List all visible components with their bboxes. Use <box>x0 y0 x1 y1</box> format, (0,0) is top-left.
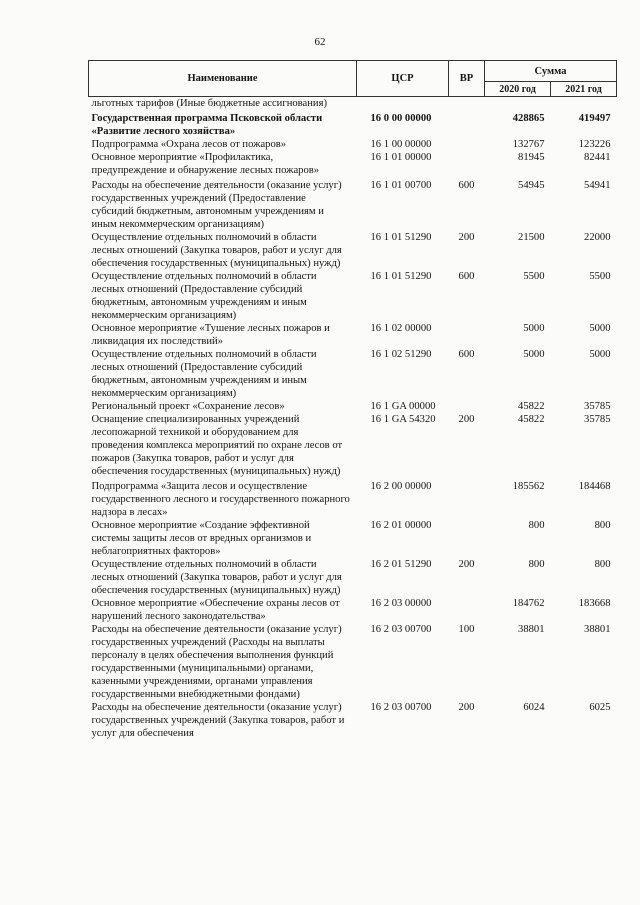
row-sum-2021: 800 <box>594 559 611 570</box>
row-vr <box>449 151 485 177</box>
table-row <box>89 97 617 111</box>
row-name: Расходы на обеспечение деятельности (оказание услуг) государственных учреждений (Расходы на выплаты персоналу в целях обеспечения выполнения функций государственными (муниципальными) органами, казенными учреждениями, органами управления государственными внебюджетными фондами) <box>91 624 342 700</box>
row-sum-2021: 5000 <box>589 349 611 360</box>
row-csr: 16 2 03 00000 <box>370 598 432 609</box>
table-row <box>89 138 617 151</box>
row-vr: 600 <box>458 349 475 360</box>
row-name: Осуществление отдельных полномочий в области лесных отношений (Предоставление субсидий бюджетным, автономным учреждениям и иным некоммерческим организациям) <box>91 271 317 321</box>
row-sum-2020: 38801 <box>518 624 545 635</box>
row-sum-2021: 184468 <box>578 481 611 492</box>
row-sum-2021: 54941 <box>584 180 611 191</box>
row-sum-2021: 35785 <box>584 414 611 425</box>
row-csr: 16 2 00 00000 <box>370 481 432 492</box>
header-year-2021: 2021 год <box>551 82 617 97</box>
row-sum-2020: 21500 <box>518 232 545 243</box>
row-sum-2020: 6024 <box>523 702 545 713</box>
row-name: Осуществление отдельных полномочий в области лесных отношений (Закупка товаров, работ и услуг для обеспечения государственных (муниципальных) нужд) <box>91 559 342 596</box>
row-csr: 16 2 01 00000 <box>370 520 432 531</box>
table-row <box>89 413 617 478</box>
row-sum-2020: 81945 <box>518 152 545 163</box>
row-sum-2021: 5500 <box>589 271 611 282</box>
table-row <box>89 270 617 322</box>
table-body <box>89 97 617 741</box>
row-sum-2021: 183668 <box>578 598 611 609</box>
row-sum-2020: 45822 <box>518 414 545 425</box>
row-csr: 16 1 01 00000 <box>370 152 432 163</box>
row-name: Основное мероприятие «Тушение лесных пожаров и ликвидация их последствий» <box>91 323 330 347</box>
table-row <box>89 478 617 519</box>
row-name: Региональный проект «Сохранение лесов» <box>91 401 285 412</box>
row-sum-2021: 22000 <box>584 232 611 243</box>
row-csr: 16 2 01 51290 <box>370 559 432 570</box>
row-name: льготных тарифов (Иные бюджетные ассигнования) <box>91 98 327 109</box>
table-row <box>89 519 617 558</box>
table-row <box>89 558 617 597</box>
row-name: Осуществление отдельных полномочий в области лесных отношений (Предоставление субсидий бюджетным, автономным учреждениям и иным некоммерческим организациям) <box>91 349 317 399</box>
table-row <box>89 597 617 623</box>
row-vr <box>449 322 485 348</box>
row-csr: 16 2 03 00700 <box>370 624 432 635</box>
row-vr <box>449 519 485 558</box>
row-vr <box>449 138 485 151</box>
row-vr: 600 <box>458 180 475 191</box>
page-number: 62 <box>314 36 326 48</box>
row-csr: 16 1 02 00000 <box>370 323 432 334</box>
row-sum-2020: 185562 <box>512 481 545 492</box>
table-row <box>89 151 617 177</box>
header-year-2020: 2020 год <box>485 82 551 97</box>
row-vr: 100 <box>458 624 475 635</box>
row-csr: 16 1 GA 00000 <box>370 401 436 412</box>
row-sum-2021: 6025 <box>589 702 611 713</box>
row-vr: 600 <box>458 271 475 282</box>
row-sum-2020: 132767 <box>512 139 545 150</box>
table-row <box>89 400 617 413</box>
row-name: Оснащение специализированных учреждений лесопожарной техникой и оборудованием для проведения комплекса мероприятий по охране лесов от пожаров (Закупка товаров, работ и услуг для обеспечения государственных (муниципальных) нужд) <box>91 414 343 477</box>
table-row <box>89 231 617 270</box>
row-name: Осуществление отдельных полномочий в области лесных отношений (Закупка товаров, работ и услуг для обеспечения государственных (муниципальных) нужд) <box>91 232 342 269</box>
table-row <box>89 177 617 231</box>
row-sum-2021: 419497 <box>578 113 611 124</box>
row-vr: 200 <box>458 232 475 243</box>
row-csr: 16 1 01 51290 <box>370 271 432 282</box>
row-sum-2020: 800 <box>528 559 545 570</box>
row-sum-2021: 123226 <box>578 139 611 150</box>
row-name: Подпрограмма «Защита лесов и осуществление государственного лесного и государственного пожарного надзора в лесах» <box>91 481 350 518</box>
table-header <box>89 61 617 97</box>
row-name: Государственная программа Псковской области «Развитие лесного хозяйства» <box>91 113 323 137</box>
row-sum-2020: 5500 <box>523 271 545 282</box>
row-sum-2021: 5000 <box>589 323 611 334</box>
row-sum-2021: 38801 <box>584 624 611 635</box>
row-name: Расходы на обеспечение деятельности (оказание услуг) государственных учреждений (Предоставление субсидий бюджетным, автономным учреждениям и иным некоммерческим организациям) <box>91 180 342 230</box>
row-csr: 16 1 00 00000 <box>370 139 432 150</box>
table-row <box>89 623 617 701</box>
row-csr <box>357 97 449 111</box>
header-name: Наименование <box>89 61 357 97</box>
row-sum-2021: 82441 <box>584 152 611 163</box>
row-vr <box>449 400 485 413</box>
budget-table <box>88 60 617 740</box>
row-csr: 16 1 02 51290 <box>370 349 432 360</box>
row-sum-2020: 45822 <box>518 401 545 412</box>
row-sum-2020: 54945 <box>518 180 545 191</box>
row-sum-2021: 35785 <box>584 401 611 412</box>
table-row <box>89 348 617 400</box>
row-name: Основное мероприятие «Профилактика, предупреждение и обнаружение лесных пожаров» <box>91 152 320 176</box>
row-sum-2020: 5000 <box>523 349 545 360</box>
header-sum: Сумма <box>485 61 617 82</box>
row-vr <box>449 97 485 111</box>
row-vr <box>449 110 485 138</box>
row-vr: 200 <box>458 559 475 570</box>
row-sum-2020: 800 <box>528 520 545 531</box>
row-sum-2021: 800 <box>594 520 611 531</box>
row-csr: 16 1 GA 54320 <box>370 414 436 425</box>
row-vr: 200 <box>458 702 475 713</box>
row-sum-2021 <box>551 97 617 111</box>
row-name: Основное мероприятие «Создание эффективной системы защиты лесов от вредных организмов и неблагоприятных факторов» <box>91 520 312 557</box>
row-csr: 16 1 01 51290 <box>370 232 432 243</box>
row-vr <box>449 478 485 519</box>
row-csr: 16 1 01 00700 <box>370 180 432 191</box>
row-sum-2020: 428865 <box>512 113 545 124</box>
row-vr: 200 <box>458 414 475 425</box>
row-csr: 16 2 03 00700 <box>370 702 432 713</box>
table-row <box>89 701 617 740</box>
row-name: Расходы на обеспечение деятельности (оказание услуг) государственных учреждений (Закупка товаров, работ и услуг для обеспечения <box>91 702 345 739</box>
row-name: Подпрограмма «Охрана лесов от пожаров» <box>91 139 287 150</box>
row-vr <box>449 597 485 623</box>
row-csr: 16 0 00 00000 <box>370 113 432 124</box>
row-sum-2020: 184762 <box>512 598 545 609</box>
row-sum-2020 <box>485 97 551 111</box>
table-row <box>89 322 617 348</box>
header-csr: ЦСР <box>357 61 449 97</box>
row-sum-2020: 5000 <box>523 323 545 334</box>
row-name: Основное мероприятие «Обеспечение охраны лесов от нарушений лесного законодательства» <box>91 598 340 622</box>
table-row <box>89 110 617 138</box>
header-vr: ВР <box>449 61 485 97</box>
